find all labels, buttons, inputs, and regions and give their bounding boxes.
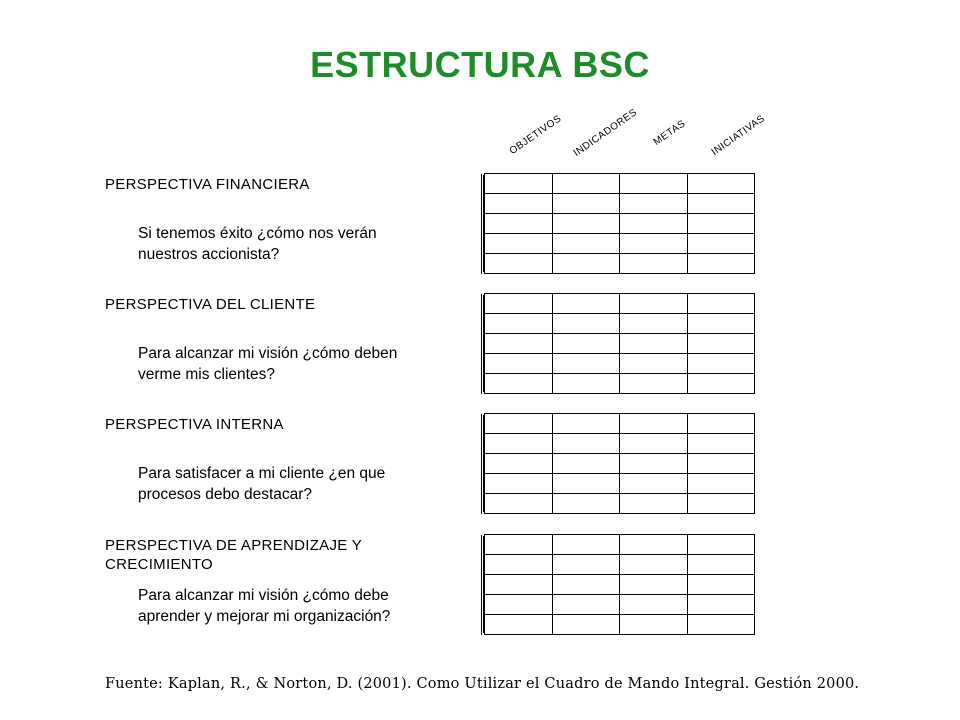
grid-cell — [688, 194, 756, 214]
grid-cell — [553, 294, 621, 314]
grid-cell — [620, 494, 688, 514]
grid-cell — [553, 314, 621, 334]
grid-cell — [688, 494, 756, 514]
grid-row — [485, 354, 755, 374]
grid-cell — [688, 234, 756, 254]
grid-row — [485, 254, 755, 274]
grid-cell — [688, 414, 756, 434]
grid-cell — [553, 474, 621, 494]
grid-row — [485, 615, 755, 635]
grid-cell — [553, 194, 621, 214]
grid-cell — [485, 575, 553, 595]
grid-cliente — [484, 293, 755, 394]
grid-cell — [620, 414, 688, 434]
grid-cell — [688, 174, 756, 194]
grid-cell — [485, 535, 553, 555]
grid-interna — [484, 413, 755, 514]
source-citation: Fuente: Kaplan, R., & Norton, D. (2001). Como Utilizar el Cuadro de Mando Integral. Gestión 2000. — [105, 676, 860, 692]
column-header-objetivos: OBJETIVOS — [507, 113, 564, 157]
perspective-interna-title: PERSPECTIVA INTERNA — [105, 416, 284, 433]
grid-row — [485, 174, 755, 194]
grid-cell — [485, 354, 553, 374]
grid-cell — [485, 174, 553, 194]
perspective-aprendizaje-title: PERSPECTIVA DE APRENDIZAJE Y CRECIMIENTO — [105, 537, 362, 573]
grid-cell — [688, 595, 756, 615]
grid-cell — [688, 334, 756, 354]
grid-cell — [553, 254, 621, 274]
grid-cell — [620, 615, 688, 635]
grid-cell — [485, 615, 553, 635]
grid-row — [485, 535, 755, 555]
grid-row — [485, 214, 755, 234]
grid-cell — [620, 354, 688, 374]
grid-cell — [553, 454, 621, 474]
grid-cell — [688, 575, 756, 595]
grid-cell — [620, 595, 688, 615]
grid-cell — [620, 454, 688, 474]
column-header-iniciativas: INICIATIVAS — [709, 113, 768, 158]
grid-row — [485, 234, 755, 254]
grid-cell — [553, 374, 621, 394]
grid-cell — [485, 494, 553, 514]
grid-left-border — [481, 414, 482, 514]
grid-cell — [485, 254, 553, 274]
grid-cell — [688, 454, 756, 474]
grid-cell — [688, 354, 756, 374]
grid-cell — [688, 535, 756, 555]
grid-row — [485, 575, 755, 595]
grid-cell — [688, 294, 756, 314]
grid-cell — [485, 434, 553, 454]
grid-financiera — [484, 173, 755, 274]
column-header-indicadores: INDICADORES — [571, 106, 640, 159]
grid-cell — [553, 494, 621, 514]
column-header-metas: METAS — [651, 118, 688, 148]
grid-cell — [553, 615, 621, 635]
grid-cell — [485, 595, 553, 615]
grid-cell — [485, 214, 553, 234]
grid-cell — [553, 334, 621, 354]
grid-cell — [620, 535, 688, 555]
grid-cell — [620, 374, 688, 394]
grid-cell — [553, 434, 621, 454]
grid-cell — [553, 214, 621, 234]
grid-cell — [485, 454, 553, 474]
perspective-aprendizaje-question: Para alcanzar mi visión ¿cómo debe aprender y mejorar mi organización? — [138, 587, 391, 625]
grid-cell — [485, 314, 553, 334]
grid-cell — [688, 254, 756, 274]
grid-cell — [620, 254, 688, 274]
grid-cell — [485, 474, 553, 494]
page-title: ESTRUCTURA BSC — [310, 44, 650, 85]
grid-cell — [620, 575, 688, 595]
grid-cell — [688, 214, 756, 234]
grid-row — [485, 555, 755, 575]
grid-cell — [620, 174, 688, 194]
grid-cell — [620, 434, 688, 454]
grid-row — [485, 474, 755, 494]
grid-cell — [553, 595, 621, 615]
perspective-cliente-title: PERSPECTIVA DEL CLIENTE — [105, 296, 316, 313]
grid-cell — [688, 615, 756, 635]
grid-cell — [553, 174, 621, 194]
grid-aprendizaje — [484, 534, 755, 635]
grid-cell — [485, 555, 553, 575]
grid-cell — [485, 194, 553, 214]
grid-cell — [688, 474, 756, 494]
grid-cell — [553, 575, 621, 595]
grid-row — [485, 294, 755, 314]
grid-row — [485, 434, 755, 454]
perspective-interna-question: Para satisfacer a mi cliente ¿en que procesos debo destacar? — [138, 465, 386, 503]
perspective-financiera-title: PERSPECTIVA FINANCIERA — [105, 176, 310, 193]
grid-cell — [688, 434, 756, 454]
grid-cell — [620, 214, 688, 234]
grid-left-border — [481, 535, 482, 635]
grid-cell — [620, 234, 688, 254]
grid-cell — [553, 414, 621, 434]
grid-cell — [485, 414, 553, 434]
grid-cell — [620, 294, 688, 314]
grid-cell — [485, 374, 553, 394]
grid-left-border — [481, 174, 482, 274]
grid-cell — [553, 354, 621, 374]
grid-row — [485, 314, 755, 334]
perspective-financiera-question: Si tenemos éxito ¿cómo nos verán nuestros accionista? — [138, 225, 377, 263]
grid-cell — [485, 334, 553, 354]
grid-cell — [688, 314, 756, 334]
grid-cell — [553, 535, 621, 555]
grid-cell — [620, 555, 688, 575]
grid-cell — [485, 234, 553, 254]
grid-row — [485, 454, 755, 474]
grid-cell — [620, 194, 688, 214]
grid-row — [485, 374, 755, 394]
perspective-cliente-question: Para alcanzar mi visión ¿cómo deben verme mis clientes? — [138, 345, 398, 383]
grid-row — [485, 494, 755, 514]
grid-cell — [620, 314, 688, 334]
grid-cell — [485, 294, 553, 314]
grid-left-border — [481, 294, 482, 394]
grid-cell — [688, 374, 756, 394]
grid-cell — [620, 474, 688, 494]
grid-row — [485, 414, 755, 434]
grid-row — [485, 334, 755, 354]
grid-row — [485, 595, 755, 615]
grid-cell — [553, 555, 621, 575]
grid-cell — [553, 234, 621, 254]
grid-cell — [688, 555, 756, 575]
grid-row — [485, 194, 755, 214]
grid-cell — [620, 334, 688, 354]
